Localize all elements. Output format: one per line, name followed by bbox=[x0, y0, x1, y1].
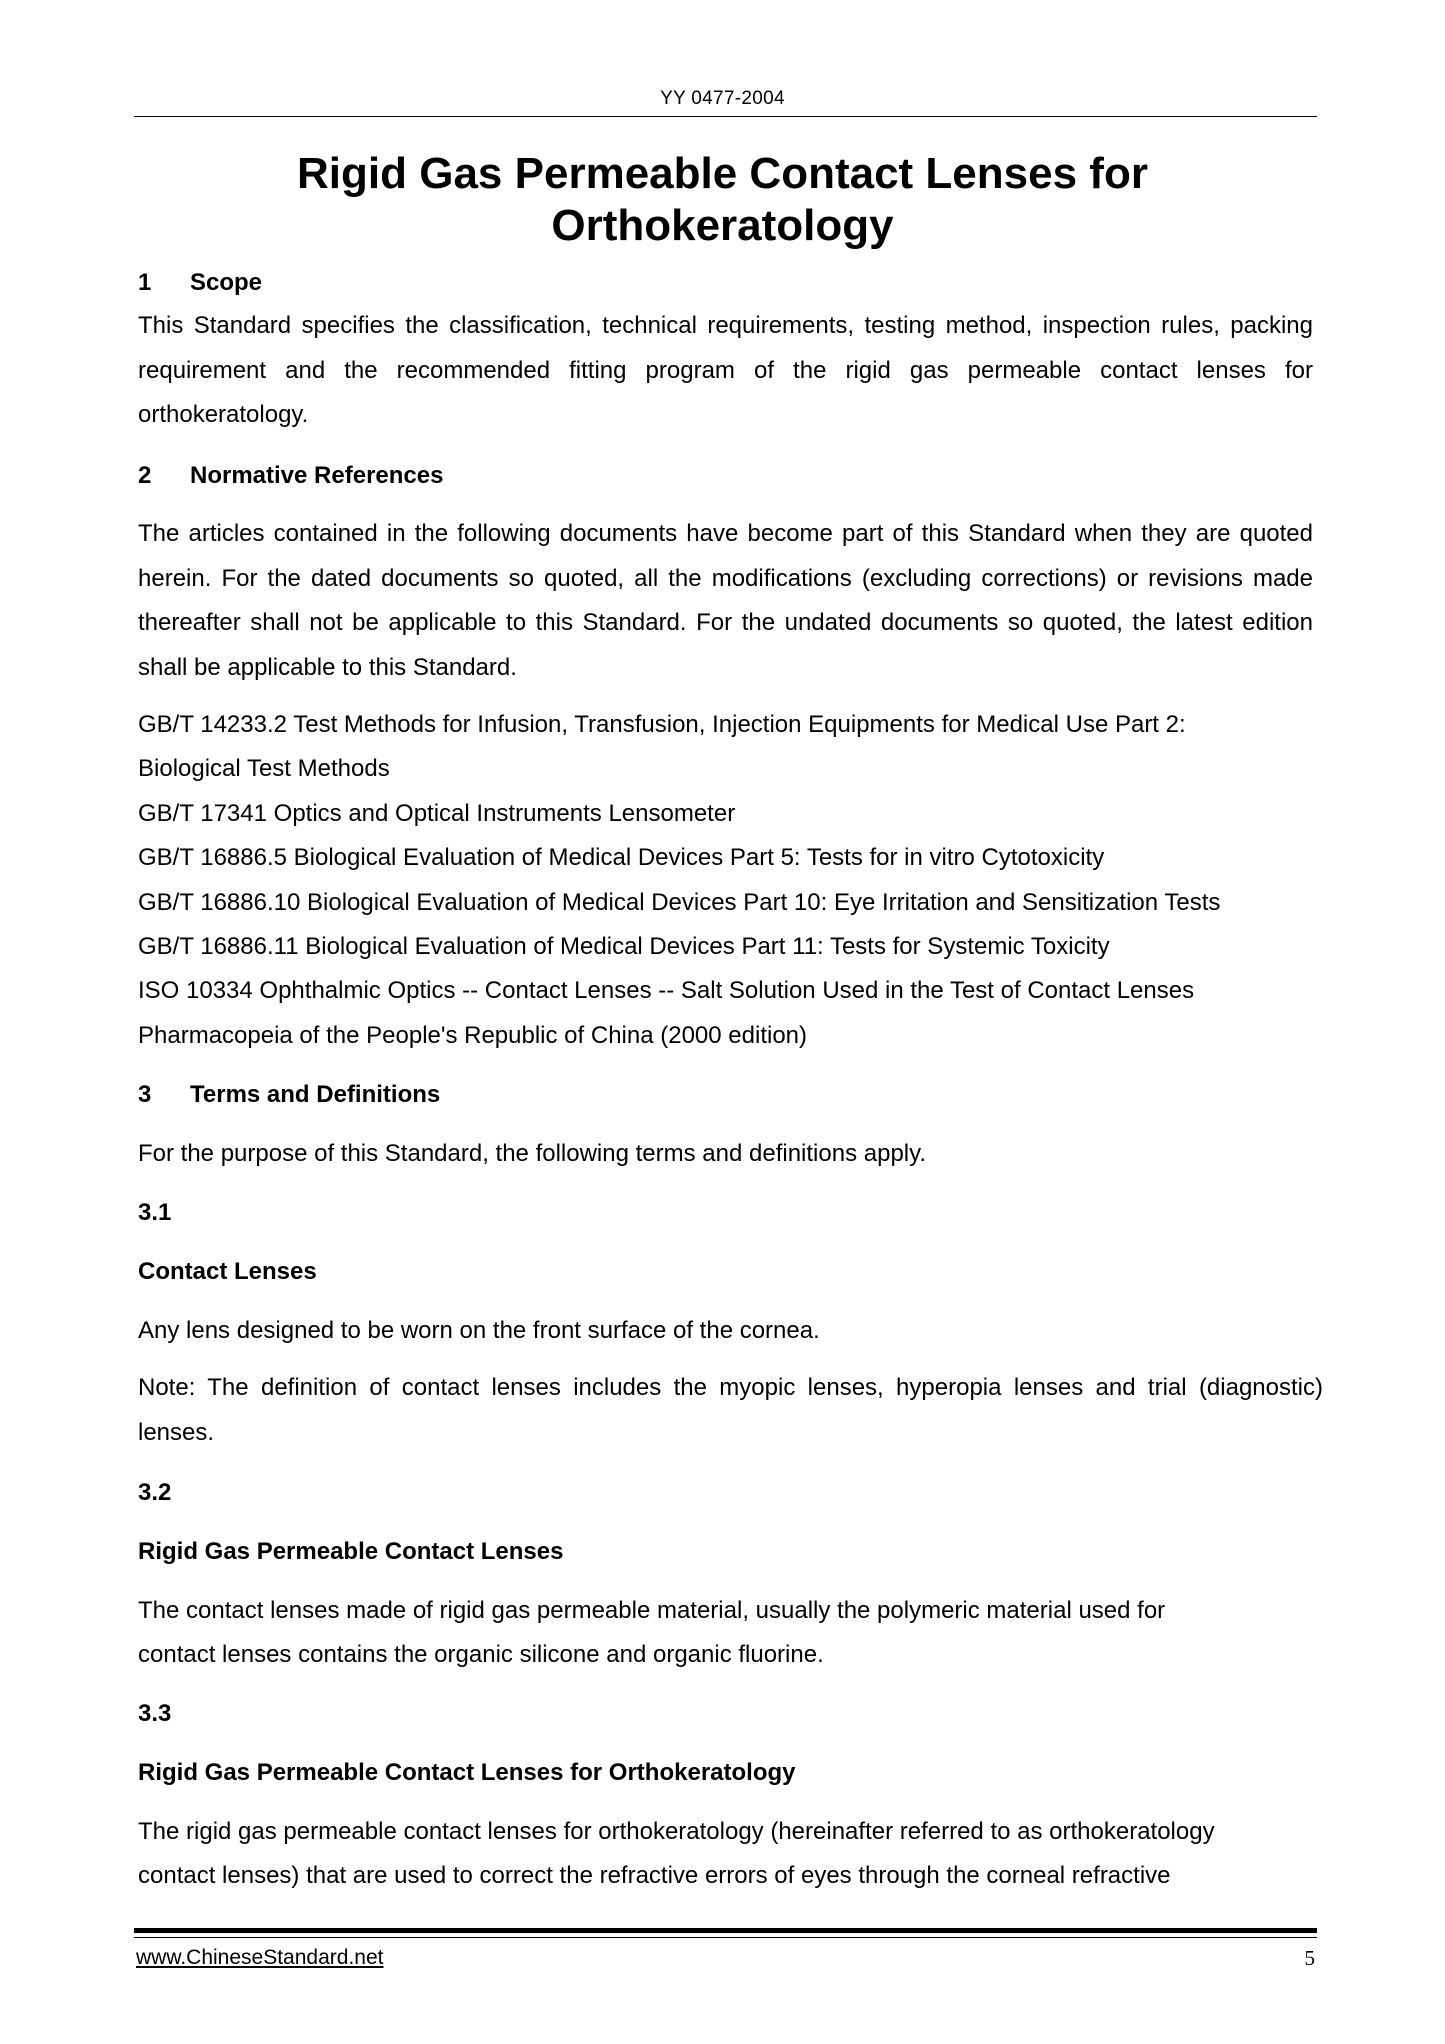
section-1-title: Scope bbox=[190, 269, 263, 296]
reference-item: Pharmacopeia of the People's Republic of China (2000 edition) bbox=[138, 1022, 807, 1049]
reference-item: GB/T 14233.2 Test Methods for Infusion, Transfusion, Injection Equipments for Medical Use Part 2: bbox=[138, 711, 1186, 738]
scope-paragraph: This Standard specifies the classification, technical requirements, testing method, inspection rules, packing requirement and the recommended fitting program of the rigid gas permeable contact lenses for orthokeratology. bbox=[138, 312, 1313, 428]
term-3-2-title: Rigid Gas Permeable Contact Lenses bbox=[138, 1538, 564, 1565]
footer-rule-thick bbox=[134, 1928, 1317, 1933]
term-3-1-definition: Any lens designed to be worn on the front surface of the cornea. bbox=[138, 1317, 820, 1344]
reference-item: GB/T 17341 Optics and Optical Instruments Lensometer bbox=[138, 800, 736, 827]
term-3-1-number: 3.1 bbox=[138, 1199, 172, 1226]
title-line-1: Rigid Gas Permeable Contact Lenses for bbox=[297, 149, 1148, 198]
section-1-heading bbox=[138, 268, 262, 298]
reference-item: GB/T 16886.10 Biological Evaluation of Medical Devices Part 10: Eye Irritation and Sensitization Tests bbox=[138, 889, 1221, 916]
footer-rule-thin bbox=[134, 1937, 1317, 1938]
term-3-3-title: Rigid Gas Permeable Contact Lenses for Orthokeratology bbox=[138, 1759, 796, 1786]
term-3-1-title: Contact Lenses bbox=[138, 1258, 317, 1285]
reference-item: ISO 10334 Ophthalmic Optics -- Contact Lenses -- Salt Solution Used in the Test of Contact Lenses bbox=[138, 977, 1195, 1004]
normative-paragraph: The articles contained in the following documents have become part of this Standard when they are quoted herein. For the dated documents so quoted, all the modifications (excluding corrections) or revisions made thereafter shall not be applicable to this Standard. For the undated documents so quoted, the latest edition shall be applicable to this Standard. bbox=[138, 520, 1313, 681]
term-3-3-number: 3.3 bbox=[138, 1700, 172, 1727]
footer-website-link[interactable]: www.ChineseStandard.net bbox=[136, 1946, 384, 1969]
title-line-2: Orthokeratology bbox=[551, 201, 894, 250]
terms-intro: For the purpose of this Standard, the following terms and definitions apply. bbox=[138, 1140, 927, 1167]
header-rule bbox=[134, 116, 1317, 117]
section-3-heading bbox=[138, 1080, 440, 1110]
term-3-3-definition-line-2: contact lenses) that are used to correct the refractive errors of eyes through the corneal refractive bbox=[138, 1862, 1171, 1889]
section-3-number: 3 bbox=[138, 1081, 152, 1108]
reference-item: GB/T 16886.11 Biological Evaluation of Medical Devices Part 11: Tests for Systemic Toxicity bbox=[138, 933, 1110, 960]
term-3-1-note: Note: The definition of contact lenses includes the myopic lenses, hyperopia lenses and trial (diagnostic) lenses. bbox=[138, 1374, 1323, 1446]
page-number: 5 bbox=[1304, 1946, 1315, 1970]
document-code: YY 0477-2004 bbox=[660, 88, 785, 109]
term-3-2-number: 3.2 bbox=[138, 1479, 172, 1506]
section-2-title: Normative References bbox=[190, 462, 444, 489]
term-3-2-definition-line-2: contact lenses contains the organic silicone and organic fluorine. bbox=[138, 1641, 824, 1668]
section-3-title: Terms and Definitions bbox=[190, 1081, 441, 1108]
reference-item: GB/T 16886.5 Biological Evaluation of Medical Devices Part 5: Tests for in vitro Cytotoxicity bbox=[138, 844, 1105, 871]
section-2-heading bbox=[138, 461, 443, 491]
reference-item: Biological Test Methods bbox=[138, 755, 390, 782]
term-3-2-definition-line-1: The contact lenses made of rigid gas permeable material, usually the polymeric material used for bbox=[138, 1597, 1166, 1624]
section-1-number: 1 bbox=[138, 269, 152, 296]
section-2-number: 2 bbox=[138, 462, 152, 489]
term-3-3-definition-line-1: The rigid gas permeable contact lenses for orthokeratology (hereinafter referred to as orthokeratology bbox=[138, 1818, 1215, 1845]
page-title bbox=[0, 148, 1445, 252]
